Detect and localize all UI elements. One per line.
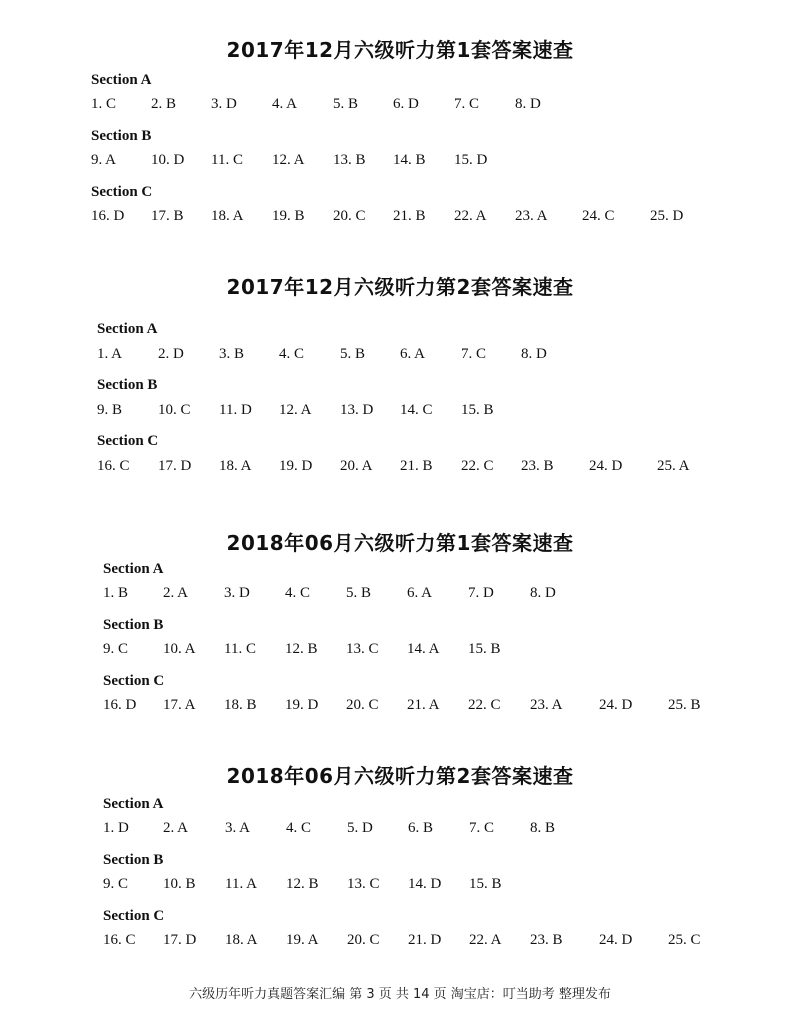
answer-item: 13. D	[340, 402, 374, 418]
answer-item: 6. D	[393, 96, 419, 112]
answer-item: 10. B	[163, 876, 196, 892]
answer-item: 7. D	[468, 585, 494, 601]
answer-item: 2. A	[163, 585, 189, 601]
answer-item: 15. B	[469, 876, 502, 892]
answer-item: 16. D	[91, 208, 125, 224]
answer-item: 25. A	[657, 458, 690, 474]
answer-item: 17. A	[163, 697, 196, 713]
answer-item: 20. C	[347, 932, 380, 948]
answer-item: 1. D	[103, 820, 129, 836]
answer-item: 18. A	[219, 458, 252, 474]
answer-item: 7. C	[461, 346, 487, 362]
answer-item: 22. A	[469, 932, 502, 948]
answer-item: 11. C	[211, 152, 243, 168]
answer-item: 9. C	[103, 641, 129, 657]
answer-item: 11. A	[225, 876, 257, 892]
answer-item: 14. D	[408, 876, 442, 892]
answer-item: 19. A	[286, 932, 319, 948]
answer-item: 21. A	[407, 697, 440, 713]
answer-item: 10. C	[158, 402, 191, 418]
answer-item: 13. C	[346, 641, 379, 657]
block-title: 2018年06月六级听力第1套答案速查	[226, 531, 574, 555]
answer-item: 12. A	[279, 402, 312, 418]
answer-item: 24. D	[599, 932, 633, 948]
answer-item: 9. B	[97, 402, 123, 418]
section-a-label: Section A	[97, 321, 158, 337]
answer-item: 20. A	[340, 458, 373, 474]
answer-item: 14. A	[407, 641, 440, 657]
answer-item: 4. C	[279, 346, 305, 362]
answer-item: 12. B	[286, 876, 319, 892]
page-footer: 六级历年听力真题答案汇编 第 3 页 共 14 页 淘宝店：叮当助考 整理发布	[189, 987, 611, 1002]
answer-item: 6. B	[408, 820, 434, 836]
answer-item: 23. A	[515, 208, 548, 224]
answer-item: 3. A	[225, 820, 251, 836]
block-title: 2017年12月六级听力第1套答案速查	[226, 38, 574, 62]
answer-item: 12. A	[272, 152, 305, 168]
answer-item: 17. D	[163, 932, 197, 948]
section-b-label: Section B	[103, 617, 164, 633]
answer-item: 21. D	[408, 932, 442, 948]
answer-item: 7. C	[469, 820, 495, 836]
answer-item: 23. B	[530, 932, 563, 948]
section-b-label: Section B	[91, 128, 152, 144]
section-b-label: Section B	[97, 377, 158, 393]
section-a-label: Section A	[103, 561, 164, 577]
answer-item: 2. B	[151, 96, 177, 112]
answer-item: 17. D	[158, 458, 192, 474]
answer-item: 15. B	[461, 402, 494, 418]
answer-item: 21. B	[400, 458, 433, 474]
answer-item: 6. A	[400, 346, 426, 362]
answer-item: 1. A	[97, 346, 123, 362]
answer-item: 4. C	[286, 820, 312, 836]
answer-item: 22. C	[461, 458, 494, 474]
answer-item: 8. B	[530, 820, 556, 836]
section-b-label: Section B	[103, 852, 164, 868]
answer-item: 5. B	[340, 346, 366, 362]
answer-item: 4. C	[285, 585, 311, 601]
answer-item: 18. A	[211, 208, 244, 224]
answer-item: 8. D	[515, 96, 541, 112]
answer-item: 4. A	[272, 96, 298, 112]
answer-item: 12. B	[285, 641, 318, 657]
answer-item: 7. C	[454, 96, 480, 112]
answer-item: 10. A	[163, 641, 196, 657]
answer-item: 15. D	[454, 152, 488, 168]
answer-item: 2. D	[158, 346, 184, 362]
answer-item: 19. D	[285, 697, 319, 713]
answer-item: 18. B	[224, 697, 257, 713]
section-c-label: Section C	[103, 673, 165, 689]
answer-item: 3. B	[219, 346, 245, 362]
answer-item: 3. D	[211, 96, 237, 112]
answer-item: 14. B	[393, 152, 426, 168]
answer-item: 6. A	[407, 585, 433, 601]
answer-item: 18. A	[225, 932, 258, 948]
block-title: 2018年06月六级听力第2套答案速查	[226, 764, 574, 788]
answer-item: 1. B	[103, 585, 129, 601]
answer-item: 25. B	[668, 697, 701, 713]
answer-item: 22. C	[468, 697, 501, 713]
answer-item: 16. C	[97, 458, 130, 474]
answer-item: 22. A	[454, 208, 487, 224]
answer-item: 11. D	[219, 402, 252, 418]
answer-item: 23. B	[521, 458, 554, 474]
answer-item: 5. B	[346, 585, 372, 601]
answer-item: 23. A	[530, 697, 563, 713]
answer-item: 8. D	[521, 346, 547, 362]
answer-item: 1. C	[91, 96, 117, 112]
answer-item: 5. D	[347, 820, 373, 836]
answer-item: 9. A	[91, 152, 117, 168]
answer-item: 20. C	[333, 208, 366, 224]
answer-item: 19. B	[272, 208, 305, 224]
answer-item: 16. D	[103, 697, 137, 713]
answer-item: 13. C	[347, 876, 380, 892]
answer-item: 13. B	[333, 152, 366, 168]
answer-item: 10. D	[151, 152, 185, 168]
answer-item: 8. D	[530, 585, 556, 601]
answer-item: 15. B	[468, 641, 501, 657]
answer-item: 3. D	[224, 585, 250, 601]
section-a-label: Section A	[91, 72, 152, 88]
answer-item: 24. D	[599, 697, 633, 713]
answer-item: 17. B	[151, 208, 184, 224]
section-c-label: Section C	[103, 908, 165, 924]
section-c-label: Section C	[97, 433, 159, 449]
answer-item: 2. A	[163, 820, 189, 836]
answer-item: 9. C	[103, 876, 129, 892]
answer-item: 24. C	[582, 208, 615, 224]
section-a-label: Section A	[103, 796, 164, 812]
answer-item: 20. C	[346, 697, 379, 713]
answer-item: 5. B	[333, 96, 359, 112]
answer-item: 16. C	[103, 932, 136, 948]
answer-item: 25. C	[668, 932, 701, 948]
section-c-label: Section C	[91, 184, 153, 200]
answer-item: 25. D	[650, 208, 684, 224]
answer-item: 24. D	[589, 458, 623, 474]
answer-item: 11. C	[224, 641, 256, 657]
block-title: 2017年12月六级听力第2套答案速查	[226, 275, 574, 299]
answer-item: 21. B	[393, 208, 426, 224]
answer-item: 19. D	[279, 458, 313, 474]
answer-item: 14. C	[400, 402, 433, 418]
